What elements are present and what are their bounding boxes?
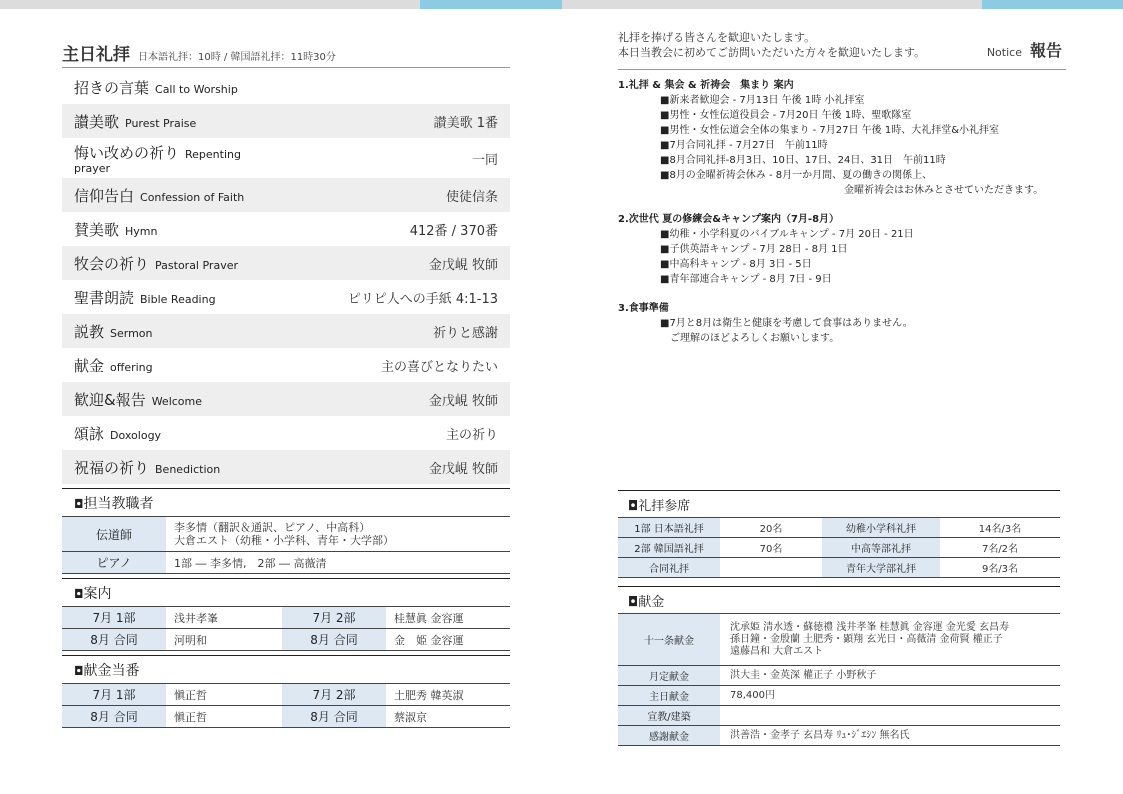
table-row: 7月 1部 浅井孝峯 7月 2部 桂慧眞 金容運 (62, 607, 510, 629)
top-bar-left-accent (420, 0, 562, 9)
table-row: 伝道師 李多情（翻訳＆通訳、ピアノ、中高科） 大倉エスト（幼稚・小学科、青年・大学部） (62, 517, 510, 552)
order-row: 祝福の祈り Benediction 金戊峴 牧師 (62, 450, 510, 484)
order-row: 信仰告白 Confession of Faith 使徒信条 (62, 178, 510, 212)
box-icon: ◘ (74, 587, 84, 601)
notice-title: Notice 報告 (986, 41, 1062, 60)
table-row: 1部 日本語礼拝 20名 幼稚小学科礼拝 14名/3名 (618, 518, 1060, 538)
order-row: 悔い改めの祈り Repenting prayer 一同 (74, 143, 498, 175)
order-row: 讃美歌 Purest Praise 讃美歌 1番 (62, 104, 510, 138)
notice-block: 2.次世代 夏の修練会&キャンプ案内（7月-8月） ■幼稚・小学科夏のバイブルキャンプ - 7月 20日 - 21日 ■子供英語キャンプ - 7月 28日 - 8月 1日 ■中高科キャンプ - 8月 3日 - 5日 ■青年部連合キャンプ - 8月 7日 - 9日 (618, 214, 914, 285)
table-row: 8月 合同 愼正哲 8月 合同 蔡淑京 (62, 706, 510, 728)
box-icon: ◘ (74, 497, 84, 511)
notice-list (618, 78, 1066, 346)
attendance-title: ◘礼拝参席 (618, 490, 1060, 517)
top-bar-left (0, 0, 420, 9)
offering-table (618, 613, 1060, 746)
order-row: 招きの言葉 Call to Worship (74, 78, 238, 97)
table-row: 宣教/建築 (618, 706, 1060, 726)
offering-title: ◘献金 (618, 586, 1060, 613)
box-icon: ◘ (74, 664, 84, 678)
page-title: 主日礼拝 (62, 45, 130, 65)
attendance-section (618, 490, 1060, 746)
notice-block: 1.礼拝 & 集会 & 祈祷会 集まり 案内 ■新来者歓迎会 - 7月13日 午後 1時 小礼拝室 ■男性・女性伝道役員会 - 7月20日 午後 1時、聖歌隊室 ■男性・女性伝道会全体の集まり - 7月27日 午後 1時、大礼拝堂&小礼拝室 ■7月合同礼拝 - 7月27日 午前11時 ■8月合同礼拝-8月3日、10日、17日、24日、31日 午前11時 ■8月の金曜祈祷会休み - 8月一か月間、夏の働きの関係上、 金曜祈祷会はお休みとさせていただきます。 (618, 80, 1044, 196)
top-bar-right (562, 0, 982, 9)
table-row: ピアノ 1部 ― 李多情, 2部 ― 高薇清 (62, 552, 510, 574)
table-row: 合同礼拝 青年大学部礼拝 9名/3名 (618, 558, 1060, 578)
table-row: 十一条献金 沈承姫 清水透・蘇徳禮 浅井孝峯 桂慧眞 金容運 金光愛 玄昌寿 孫日鐘・金殷蘭 土肥秀・顕翔 玄光日・高薇清 金荷賢 權正子 遠藤昌和 大倉エスト (618, 614, 1060, 666)
welcome-line: 礼拝を捧げる皆さんを歓迎いたします。 (618, 31, 816, 44)
box-icon: ◘ (628, 595, 639, 610)
worship-page (62, 30, 510, 728)
table-row: 7月 1部 愼正哲 7月 2部 土肥秀 韓英淑 (62, 684, 510, 706)
table-row: 8月 合同 河明和 8月 合同 金 姫 金容運 (62, 629, 510, 651)
notice-block: 3.食事準備 ■7月と8月は衛生と健康を考慮して食事はありません。 ご理解のほどよろしくお願いします。 (618, 303, 913, 344)
staff-section-title: ◘担当教職者 (62, 488, 510, 516)
order-row: 頌詠 Doxology 主の祈り (74, 424, 498, 443)
guide-table (62, 606, 510, 651)
order-row: 献金 offering 主の喜びとなりたい (74, 356, 498, 375)
notice-header (618, 30, 1066, 70)
table-row: 2部 韓国語礼拝 70名 中高等部礼拝 7名/2名 (618, 538, 1060, 558)
welcome-line: 本日当教会に初めてご訪問いただいた方々を歓迎いたします。 (618, 46, 926, 59)
offering-duty-table (62, 683, 510, 728)
order-of-service (62, 70, 510, 484)
box-icon: ◘ (628, 499, 639, 514)
order-row: 説教 Sermon 祈りと感謝 (62, 314, 510, 348)
attendance-table (618, 517, 1060, 578)
guide-section-title: ◘案内 (62, 578, 510, 606)
top-bar-right-accent (982, 0, 1123, 9)
table-row: 月定献金 洪大圭・金英深 權正子 小野秋子 (618, 666, 1060, 686)
order-row: 牧会の祈り Pastoral Praver 金戊峴 牧師 (62, 246, 510, 280)
offering-duty-section-title: ◘献金当番 (62, 655, 510, 683)
order-row: 聖書朗読 Bible Reading ピリピ人への手紙 4:1-13 (74, 288, 498, 307)
worship-header (62, 30, 510, 68)
table-row: 感謝献金 洪善浩・金孝子 玄昌寿 ﾘｭ･ｼﾞｴｼﾝ 無名氏 (618, 726, 1060, 746)
notice-page (618, 30, 1066, 743)
table-row: 主日献金 78,400円 (618, 686, 1060, 706)
order-row: 歓迎&報告 Welcome 金戊峴 牧師 (62, 382, 510, 416)
page-subtitle: 日本語礼拝：10時 / 韓国語礼拝：11時30分 (138, 52, 336, 63)
order-row: 賛美歌 Hymn 412番 / 370番 (74, 220, 498, 239)
staff-table (62, 516, 510, 574)
